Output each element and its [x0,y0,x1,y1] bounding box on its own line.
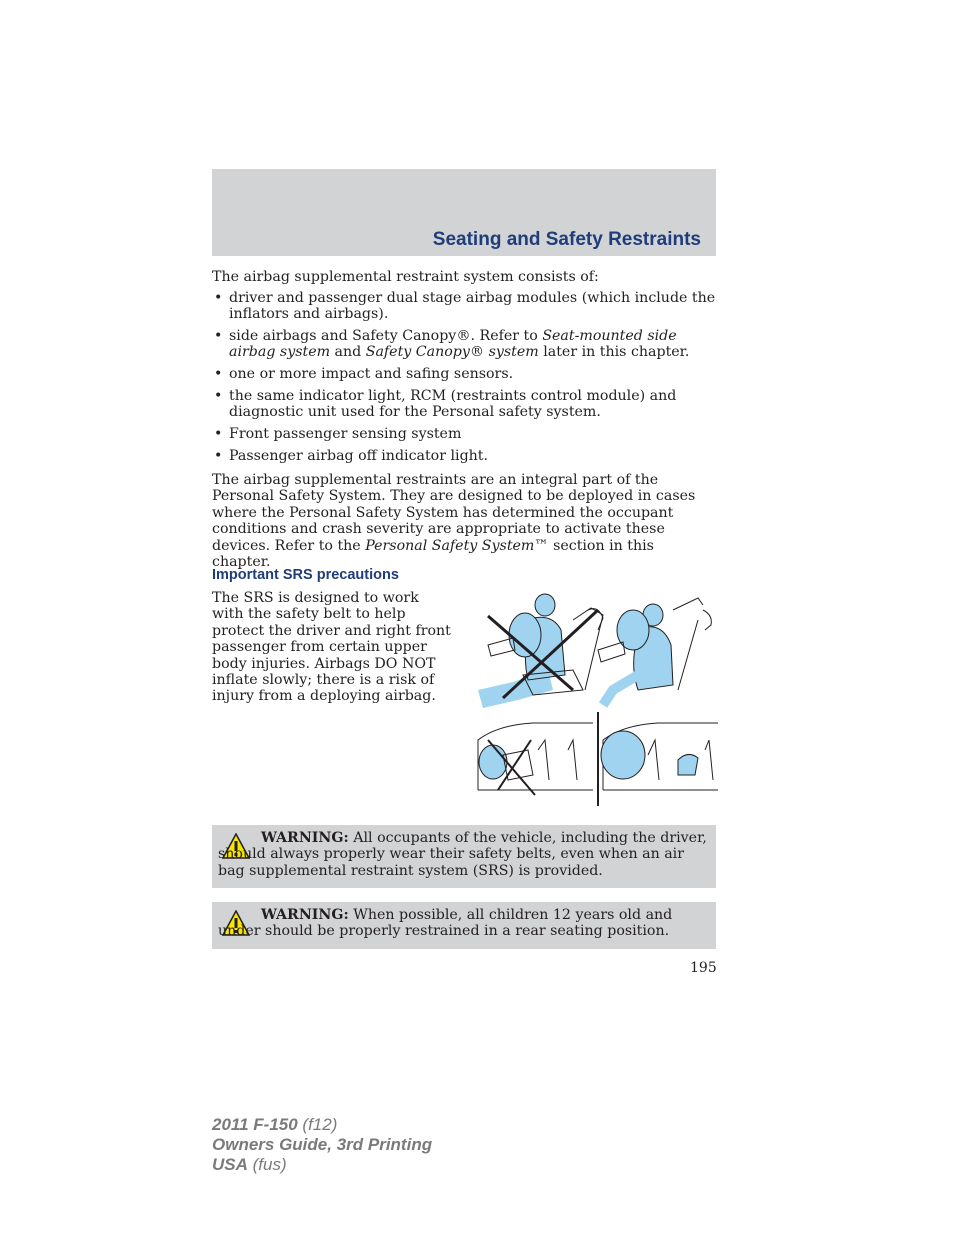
list-item: • driver and passenger dual stage airbag modules (which include the inflators and airbags). [214,290,716,322]
chapter-title: Seating and Safety Restraints [432,229,701,250]
cross-reference: Seat-mounted side airbag system [229,328,677,360]
section-heading: Important SRS precautions [212,567,399,583]
list-item: • side airbags and Safety Canopy®. Refer to Seat-mounted side airbag system and Safety Canopy® system later in this chapter. [214,328,690,360]
cross-reference: Safety Canopy® system [365,344,539,360]
warning-box [212,902,716,949]
document-footer: 2011 F-150 (f12) Owners Guide, 3rd Printing USA (fus) [212,1115,433,1174]
incorrect-seating-figure [478,594,603,708]
list-item: • Passenger airbag off indicator light. [214,448,489,464]
warning-text: WARNING: All occupants of the vehicle, including the driver, should always properly wear their safety belts, even when an air bag supplemental restraint system (SRS) is provided. [218,830,707,879]
airbag-seating-illustration [473,590,718,810]
cross-reference: Personal Safety System™ [365,537,549,554]
srs-description: The SRS is designed to work with the safety belt to help protect the driver and right front passenger from certain upper body injuries. Airbags DO NOT inflate slowly; there is a risk of injury from a deploying airbag. [212,590,451,705]
intro-text: The airbag supplemental restraint system consists of: [212,269,599,285]
page-number: 195 [690,960,717,976]
list-item: • one or more impact and safing sensors. [214,366,514,382]
correct-seating-figure [598,598,711,705]
warning-text: WARNING: When possible, all children 12 years old and under should be properly restrained in a rear seating position. [218,907,673,940]
component-list [212,290,716,470]
chapter-header-band [212,169,716,256]
warning-box [212,825,716,888]
list-item: • Front passenger sensing system [214,426,462,442]
list-item: • the same indicator light, RCM (restraints control module) and diagnostic unit used for the Personal safety system. [214,388,677,420]
vehicle-side-views [478,712,718,806]
integration-paragraph: The airbag supplemental restraints are an integral part of the Personal Safety System. They are designed to be deployed in cases where the Personal Safety System has determined the occupant conditions and crash severity are appropriate to activate these devices. Refer to the Personal Safety System™ section in this chapter. [212,472,696,571]
